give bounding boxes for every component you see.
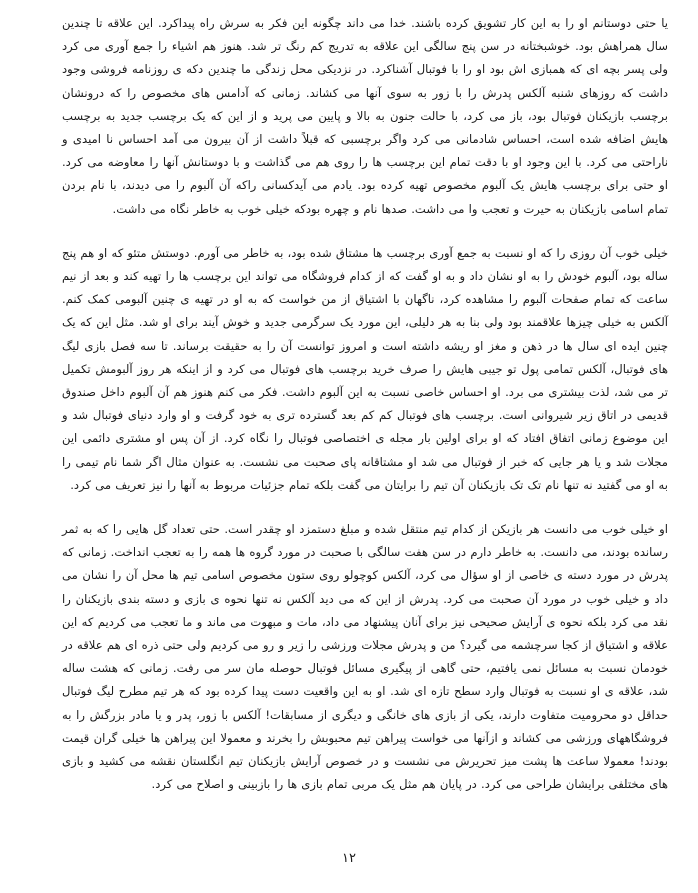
document-page bbox=[62, 12, 668, 818]
paragraph-3: او خیلی خوب می دانست هر بازیکن از کدام تیم منتقل شده و مبلغ دستمزد او چقدر است. حتی تعداد گل هایی را که به ثمر رسانده بودند، می دانست. به خاطر دارم در سن هفت سالگی با صحبت در مورد گروه ها همه را به تعجب انداخت. زمانی که پدرش در مورد دسته ی خاصی از او سؤال می کرد، آلکس کوچولو روی ستون مخصوص اسامی تیم ها محل آن را نشان می داد و خیلی خوب در مورد آن صحبت می کرد. پدرش از این که می دید آلکس نه تنها نحوه ی بازی و دسته بندی بازیکنان را نقد می کرد بلکه نحوه ی آرایش صحیحی نیز برای آنان پیشنهاد می داد، مات و مبهوت می ماند و ما تعجب می کردیم که این علاقه و اشتیاق از کجا سرچشمه می گیرد؟ من و پدرش مجلات ورزشی را زیر و رو می کردیم ولی حتی ذره ای هم علاقه در خودمان نسبت به مسائل نمی یافتیم، حتی گاهی از پیگیری مسائل فوتبال حوصله مان سر می رفت. زمانی که هشت ساله شد، علاقه ی او نسبت به فوتبال وارد سطح تازه ای شد. او به این واقعیت دست پیدا کرده بود که هر تیم مطرح لیگ فوتبال حداقل دو محرومیت متفاوت دارند، یکی از بازی های خانگی و دیگری از مسابقات! آلکس با زور، پدر و یا مادر بزرگش را به فروشگاههای ورزشی می کشاند و ازآنها می خواست پیراهن تیم محبوبش را بخرند و معمولا این پیراهن ها خیلی گران قیمت بودند! معمولا ساعت ها پشت میز تحریرش می نشست و در خصوص آرایش بازیکنان تیم انگلستان نقشه می کشید و بازی های مختلفی برایشان طراحی می کرد. در پایان هم مثل یک مربی تمام بازی ها را بازبینی و اصلاح می کرد. bbox=[62, 522, 668, 792]
paragraph-1: یا حتی دوستانم او را به این کار تشویق کرده باشند. خدا می داند چگونه این فکر به سرش راه پیداکرد. این علاقه تا چندین سال همراهش بود. خوشبختانه در سن پنج سالگی این علاقه به تدریج کم رنگ تر شد. هنوز هم اشیاء را جمع آوری می کرد ولی پسر بچه ای که همبازی اش بود او را با فوتبال آشناکرد. در نزدیکی محل زندگی ما چندین دکه ی روزنامه فروشی وجود داشت که روزهای شنبه آلکس پدرش را با زور به سوی آنها می کشاند. زمانی که آدامس های مخصوص را که درونشان برچسب بازیکنان فوتبال بود، باز می کرد، با حالت جنون به بالا و پایین می پرید و از این که یک برچسب جدید به برچسب هایش اضافه شده است، احساس شادمانی می کرد واگر برچسبی که قبلاً داشت از آن بیرون می آمد احساس نا امیدی و ناراحتی می کرد. با این وجود او با دقت تمام این برچسب ها را روی هم می گذاشت و با دوستانش آنها را معاوضه می کرد. او حتی برای برچسب هایش یک آلبوم مخصوص تهیه کرده بود. یادم می آیدکسانی راکه آن آلبوم را می دیدند، با نام بردن تمام اسامی بازیکنان به حیرت و تعجب وا می داشت. صدها نام و چهره بودکه خیلی خوب به خاطر نگاه می داشت. bbox=[62, 16, 668, 216]
paragraph-2: خیلی خوب آن روزی را که او نسبت به جمع آوری برچسب ها مشتاق شده بود، به خاطر می آورم. دوستش متئو که او هم پنج ساله بود، آلبوم خودش را به او نشان داد و به او گفت که از کدام فروشگاه می تواند این برچسب ها را تهیه کند و بعد از نیم ساعت که تمام صفحات آلبوم را مشاهده کرد، ناگهان با اشتیاق از من خواست که به او در تهیه ی چنین آلبومی کمک کنم. آلکس به خیلی چیزها علاقمند بود ولی بنا به هر دلیلی، این مورد یک سرگرمی جدید و خوش آیند برای او شد. مثل این که یک چنین ایده ای سال ها در ذهن و مغز او ریشه داشته است و امروز توانست آن را به حقیقت برساند. تا سه فصل بازی لیگ های فوتبال، آلکس تمامی پول تو جیبی هایش را صرف خرید برچسب های فوتبال می کرد و از اینکه هر روز آلبومش تکمیل تر می شد، لذت بیشتری می برد. او احساس خاصی نسبت به این آلبوم داشت. فکر می کنم هنوز هم آن آلبوم داخل صندوق قدیمی در اتاق زیر شیروانی است. برچسب های فوتبال کم کم بعد گسترده تری به خود گرفت و او وارد دنیای فوتبال شد و این موضوع زمانی اتفاق افتاد که او برای اولین بار مجله ی اختصاصی فوتبال را نگاه کرد. از آن پس او مشتری دائمی این مجلات شد و یا هر جایی که خبر از فوتبال می شد او مشتاقانه پای صحبت می نشست. به عنوان مثال اگر شما نام تیمی را به او می گفتید نه تنها نام تک تک بازیکنان آن تیم را برایتان می گفت بلکه تمام جزئیات مربوط به آنها را نیز تعریف می کرد. bbox=[62, 245, 668, 492]
page-number: ۱۲ bbox=[342, 851, 356, 866]
